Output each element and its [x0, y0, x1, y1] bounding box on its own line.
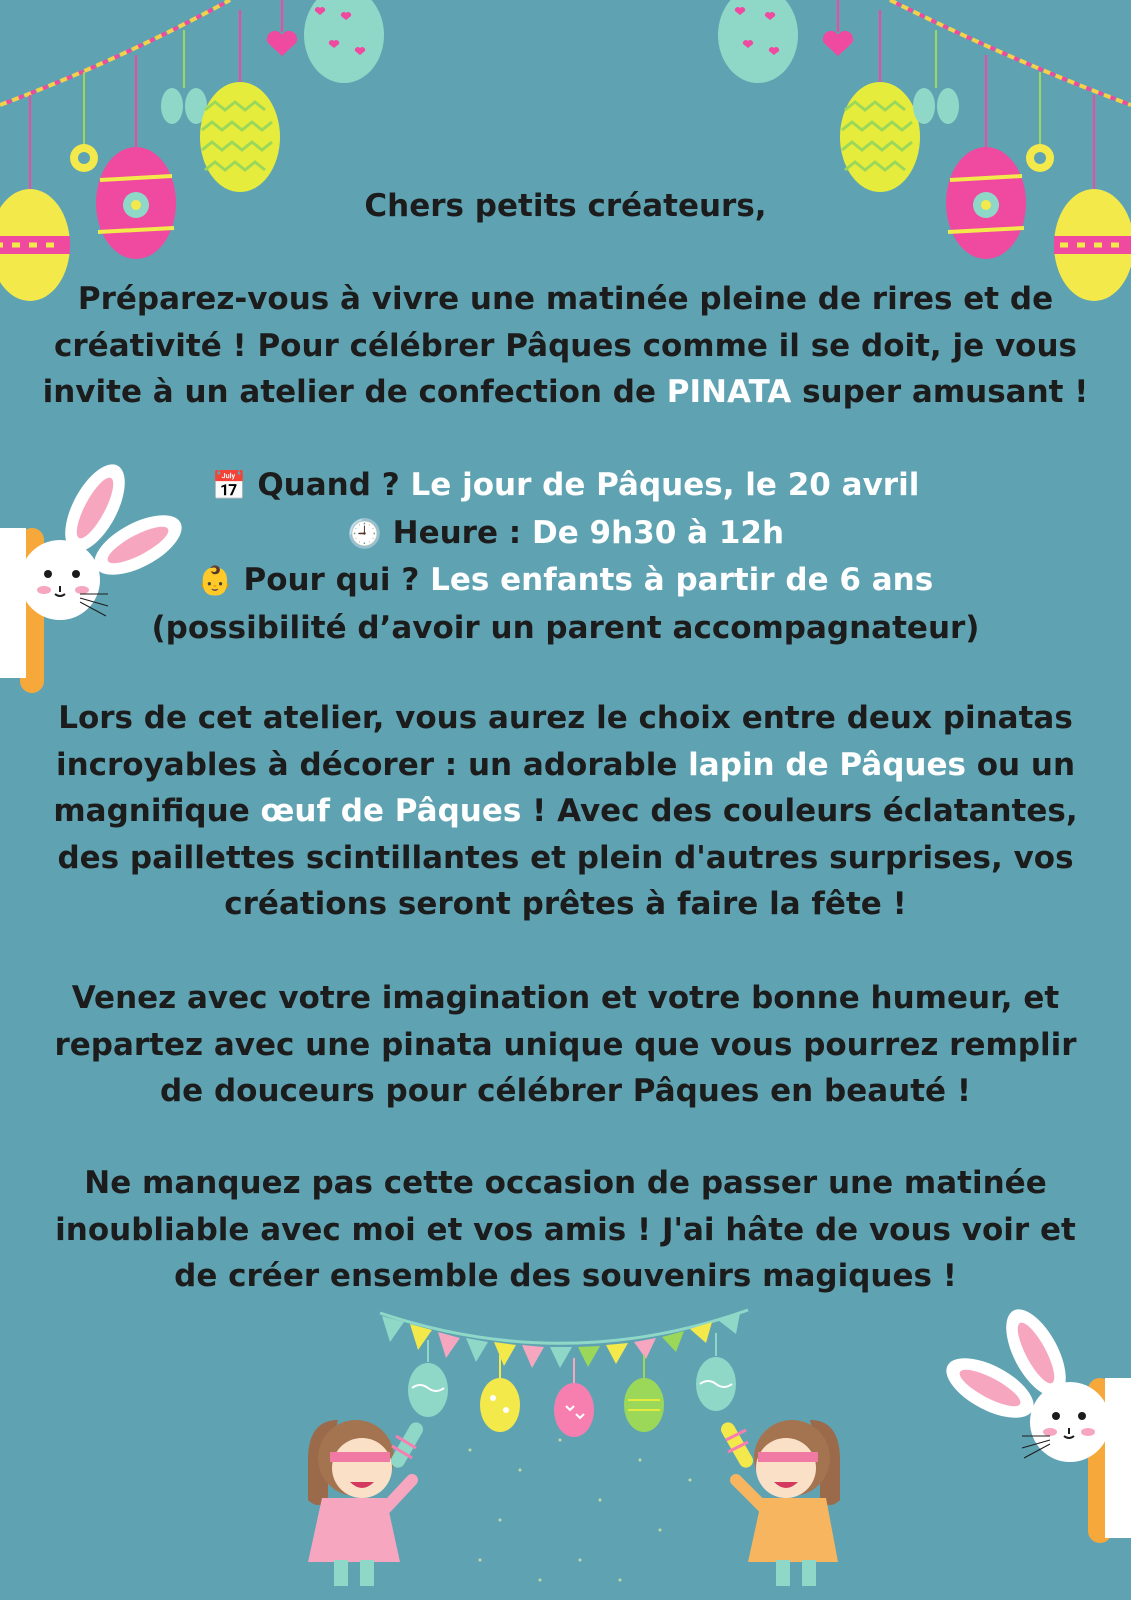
bunny-right-icon	[937, 1300, 1131, 1543]
baby-face-icon: 👶	[197, 564, 233, 597]
sparkles-icon	[469, 1439, 692, 1582]
hanging-egg-mint-left-icon	[304, 0, 384, 83]
choice-text-1: Lors de cet atelier, vous aurez le choix entre deux pinatas incroyables à décorer : un adorable	[55, 700, 1073, 783]
when-value: Le jour de Pâques, le 20 avril	[410, 467, 920, 503]
bunny-highlight: lapin de Pâques	[688, 746, 966, 783]
hanging-butterfly-right-icon	[913, 88, 959, 124]
time-value: De 9h30 à 12h	[531, 514, 785, 551]
calendar-icon: 📅	[211, 469, 247, 502]
choice-text-3: ! Avec des couleurs éclatantes, des paillettes scintillantes et plein d'autres surprises, vos créations seront prêtes à faire la fête !	[57, 793, 1078, 922]
audience-line	[40, 557, 1091, 605]
intro-text-start: Préparez-vous à vivre une matinée pleine de rires et de créativité ! Pour célébrer Pâques comme il se doit, je vous invite à un atelier de confection de	[42, 281, 1077, 410]
greeting: Chers petits créateurs,	[364, 188, 767, 224]
hanging-heart-right-icon	[823, 31, 853, 56]
hanging-flower-left-icon	[70, 144, 98, 172]
when-label: Quand ?	[257, 467, 400, 503]
hanging-egg-mint-right-icon	[718, 0, 798, 83]
pinata-highlight: PINATA	[666, 374, 792, 410]
child-left-icon	[308, 1420, 426, 1586]
choice-paragraph	[40, 695, 1091, 928]
come-paragraph: Venez avec votre imagination et votre bonne humeur, et repartez avec une pinata unique que vous pourrez remplir de douceurs pour célébrer Pâques en beauté !	[54, 980, 1077, 1109]
choice-text-2: ou un magnifique	[53, 746, 1076, 829]
clock-icon: 🕘	[346, 516, 382, 550]
child-right-icon	[718, 1420, 840, 1586]
intro-text-end: super amusant !	[791, 374, 1089, 410]
closing-paragraph: Ne manquez pas cette occasion de passer une matinée inoubliable avec moi et vos amis ! J'ai hâte de vous voir et de créer ensemble des souvenirs magiques !	[55, 1165, 1076, 1294]
time-label: Heure :	[392, 514, 522, 551]
when-line	[40, 462, 1091, 510]
audience-value: Les enfants à partir de 6 ans	[430, 562, 934, 598]
event-details	[40, 462, 1091, 651]
parent-note: (possibilité d’avoir un parent accompagnateur)	[151, 609, 980, 646]
bunting-string-left	[0, 0, 230, 105]
bottom-bunting-icon	[380, 1310, 748, 1437]
time-line	[40, 510, 1091, 558]
hanging-egg-zigzag-right-icon	[840, 82, 920, 192]
audience-label: Pour qui ?	[243, 562, 420, 598]
intro-paragraph	[40, 276, 1091, 416]
egg-highlight: œuf de Pâques	[260, 793, 522, 829]
bunting-string-right	[890, 0, 1131, 105]
hanging-flower-right-icon	[1026, 144, 1054, 172]
hanging-egg-zigzag-left-icon	[200, 82, 280, 192]
hanging-heart-left-icon	[267, 31, 297, 56]
hanging-butterfly-left-icon	[161, 88, 207, 124]
